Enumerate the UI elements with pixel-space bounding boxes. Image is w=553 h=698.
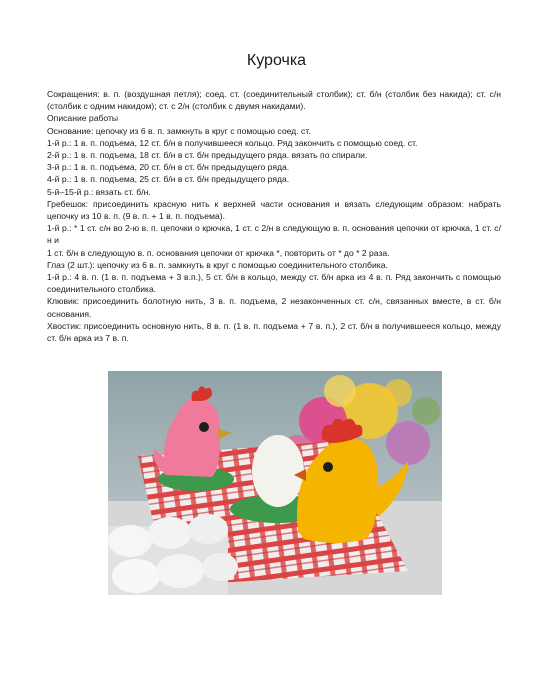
section-heading: Описание работы bbox=[47, 113, 119, 124]
pattern-step: 4-й р.: 1 в. п. подъема, 25 ст. б/н в ст. б/н предыдущего ряда. bbox=[47, 174, 290, 185]
pattern-step: Глаз (2 шт.): цепочку из 6 в. п. замкнуть в круг с помощью соединительного столбика. bbox=[47, 259, 388, 270]
pattern-step: 1-й р.: 1 в. п. подъема, 12 ст. б/н в получившееся кольцо. Ряд закончить с помощью соед. ст. bbox=[47, 137, 418, 148]
pattern-step: 1-й р.: * 1 ст. с/н во 2-ю в. п. цепочки о крючка, 1 ст. с 2/н в следующую в. п. основания цепочки от крючка, 1 ст. с/н и bbox=[47, 223, 501, 246]
page-title: Курочка bbox=[246, 52, 307, 69]
pattern-step: 5-й–15-й р.: вязать ст. б/н. bbox=[47, 186, 151, 197]
abbreviations-paragraph: Сокращения: в. п. (воздушная петля); соед. ст. (соединительный столбик); ст. б/н (столбик без накида); ст. с/н (столбик с одним накидом); ст. с 2/н (столбик с двумя накидами). bbox=[47, 89, 501, 112]
pattern-step: 1 ст. б/н в следующую в. п. основания цепочки от крючка *, повторить от * до * 2 раза. bbox=[47, 247, 390, 258]
egg-tray bbox=[108, 514, 238, 595]
crochet-hens-photo bbox=[108, 371, 442, 595]
pattern-step: Гребешок: присоединить красную нить к верхней части основания и вязать следующим образом: набрать цепочку из 10 в. п. (9 в. п. + 1 в. п. подъема). bbox=[47, 198, 501, 222]
pattern-step: 1-й р.: 4 в. п. (1 в. п. подъема + 3 в.п.), 5 ст. б/н в кольцо, между ст. б/н арка из 4 в. п. Ряд закончить с помощью соединительного столбика. bbox=[47, 272, 501, 295]
pattern-step: Клювик: присоединить болотную нить, 3 в. п. подъема, 2 незаконченных ст. с/н, связанных вместе, в ст. б/н основания. bbox=[47, 296, 501, 319]
pattern-step: 3-й р.: 1 в. п. подъема, 20 ст. б/н в ст. б/н предыдущего ряда. bbox=[47, 162, 290, 173]
pattern-text bbox=[47, 88, 501, 344]
pattern-step: 2-й р.: 1 в. п. подъема, 18 ст. б/н в ст. б/н предыдущего ряда. вязать по спирали. bbox=[47, 150, 368, 161]
pattern-step: Основание: цепочку из 6 в. п. замкнуть в круг с помощью соед. ст. bbox=[47, 125, 311, 136]
photo-illustration bbox=[108, 371, 442, 595]
pattern-step: Хвостик: присоединить основную нить, 8 в. п. (1 в. п. подъема + 7 в. п.), 2 ст. б/н в получившееся кольцо, между ст. б/н арка из 7 в. п. bbox=[47, 320, 501, 344]
